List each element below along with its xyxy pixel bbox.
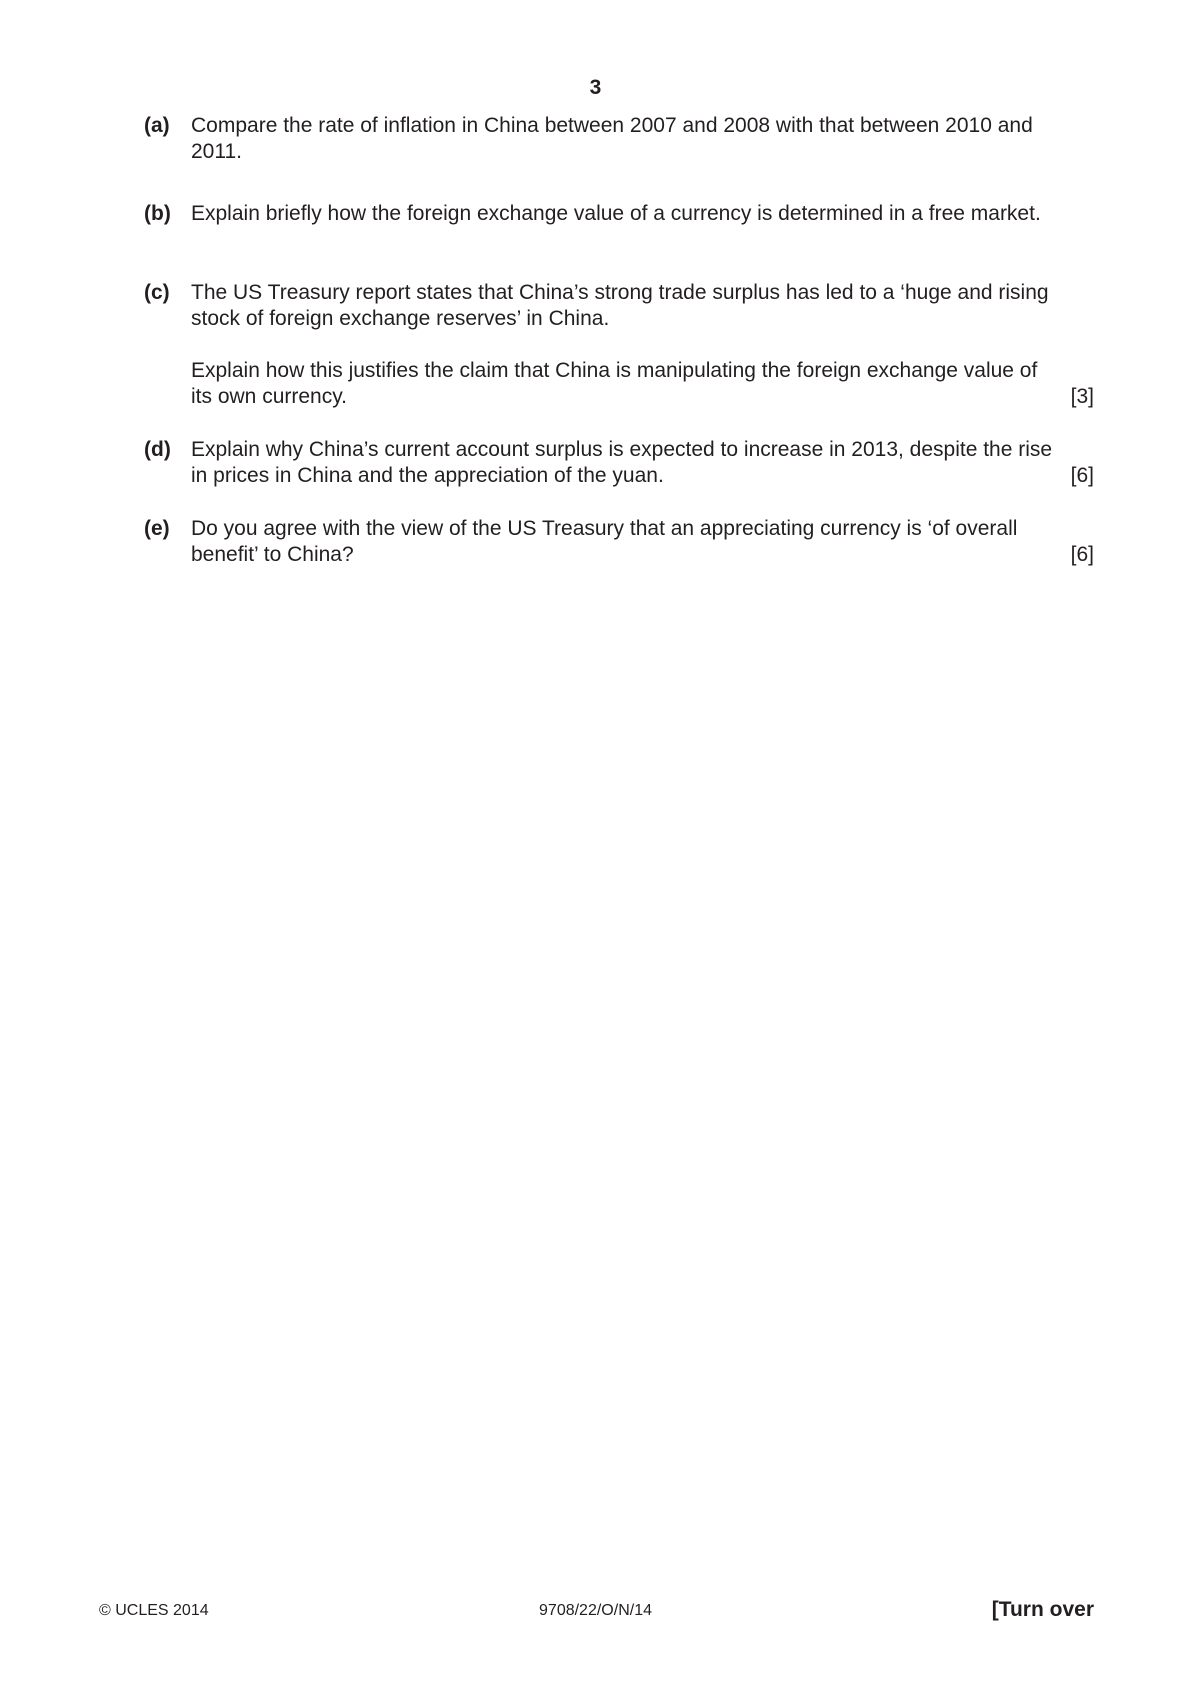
question-line: benefit’ to China? — [191, 543, 354, 566]
question-label: (d) — [144, 438, 171, 461]
question-line: 2011. — [191, 140, 242, 163]
question-body — [191, 113, 1094, 165]
question-line: Explain briefly how the foreign exchange value of a currency is determined in a free market. — [191, 202, 1041, 225]
question-d — [144, 437, 1094, 489]
question-last-line — [191, 139, 1094, 165]
question-line: Explain how this justifies the claim that China is manipulating the foreign exchange value of — [191, 359, 1038, 382]
paper-code: 9708/22/O/N/14 — [539, 1602, 652, 1619]
turn-over-label: [Turn over — [991, 1598, 1094, 1621]
mark-allocation: [6] — [1070, 543, 1094, 566]
question-last-line — [191, 384, 1094, 410]
question-line: The US Treasury report states that China’s strong trade surplus has led to a ‘huge and rising — [191, 281, 1049, 304]
mark-allocation: [3] — [1070, 385, 1094, 408]
question-label: (e) — [144, 517, 170, 540]
question-line: stock of foreign exchange reserves’ in China. — [191, 307, 610, 330]
question-label: (b) — [144, 202, 171, 225]
question-last-line — [191, 201, 1094, 227]
question-a — [144, 113, 1094, 165]
question-line: its own currency. — [191, 385, 347, 408]
question-line: Do you agree with the view of the US Treasury that an appreciating currency is ‘of overall — [191, 517, 1018, 540]
question-body — [191, 280, 1094, 410]
question-c — [144, 280, 1094, 410]
question-body — [191, 201, 1094, 227]
copyright-notice: © UCLES 2014 — [99, 1602, 209, 1619]
question-body — [191, 516, 1094, 568]
question-line: in prices in China and the appreciation of the yuan. — [191, 464, 664, 487]
question-label: (c) — [144, 281, 170, 304]
paragraph-gap — [191, 332, 1094, 358]
question-e — [144, 516, 1094, 568]
page-number: 3 — [589, 76, 602, 99]
question-last-line — [191, 306, 1094, 332]
question-body — [191, 437, 1094, 489]
question-line: Explain why China’s current account surplus is expected to increase in 2013, despite the rise — [191, 438, 1053, 461]
question-last-line — [191, 542, 1094, 568]
question-last-line — [191, 463, 1094, 489]
question-b — [144, 201, 1094, 227]
question-label: (a) — [144, 114, 170, 137]
mark-allocation: [6] — [1070, 464, 1094, 487]
question-line: Compare the rate of inflation in China between 2007 and 2008 with that between 2010 and — [191, 114, 1033, 137]
